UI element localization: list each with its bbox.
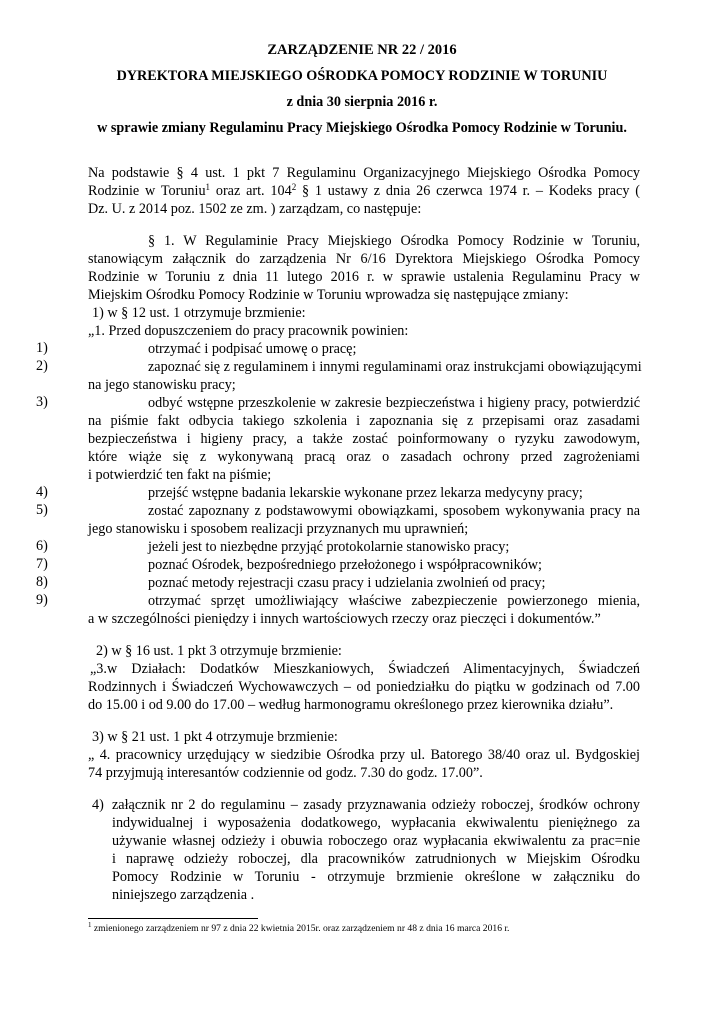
document-date: z dnia 30 sierpnia 2016 r. bbox=[286, 94, 438, 110]
change-4-line-6: niniejszego zarządzenia . bbox=[112, 887, 255, 903]
document-issuer: DYREKTORA MIEJSKIEGO OŚRODKA POMOCY RODZINIE W TORUNIU bbox=[116, 68, 608, 84]
change-3-line-2: 74 przyjmują interesantów codziennie od godz. 7.30 do godz. 17.00”. bbox=[88, 765, 483, 781]
item-number: 1) bbox=[36, 340, 48, 356]
item-number: 3) bbox=[36, 394, 48, 410]
item-5-line-1: zostać zapoznany z podstawowymi obowiązkami, sposobem wykonywania pracy na bbox=[148, 503, 640, 519]
item-2-line-2: na jego stanowisku pracy; bbox=[88, 377, 236, 393]
par1-line-3: Rodzinie w Toruniu z dnia 11 lutego 2016 r. w sprawie ustalenia Regulaminu Pracy w bbox=[88, 269, 640, 285]
footnote-marker: 1 bbox=[88, 921, 92, 929]
intro-line-3: Dz. U. z 2014 poz. 1502 ze zm. ) zarządzam, co następuje: bbox=[88, 201, 422, 217]
item-7-line-1: poznać Ośrodek, bezpośredniego przełożonego i współpracowników; bbox=[148, 557, 542, 573]
intro-text-c: § 1 ustawy z dnia 26 czerwca 1974 r. – Kodeks pracy ( bbox=[296, 183, 640, 199]
change-2-heading: 2) w § 16 ust. 1 pkt 3 otrzymuje brzmienie: bbox=[96, 643, 342, 659]
par1-line-2: stanowiącym załącznik do zarządzenia Nr 6/16 Dyrektora Miejskiego Ośrodka Pomocy bbox=[88, 251, 640, 267]
intro-line-2 bbox=[88, 182, 640, 200]
item-number: 4) bbox=[36, 484, 48, 500]
intro-text-b: oraz art. 104 bbox=[210, 183, 292, 199]
change-2-line-1: „3.w Działach: Dodatków Mieszkaniowych, Świadczeń Alimentacyjnych, Świadczeń bbox=[90, 661, 640, 677]
intro-line-1: Na podstawie § 4 ust. 1 pkt 7 Regulaminu Organizacyjnego Miejskiego Ośrodka Pomocy bbox=[88, 165, 640, 181]
footnote-separator bbox=[88, 918, 258, 919]
change-4-line-1: załącznik nr 2 do regulaminu – zasady przyznawania odzieży roboczej, środków ochrony bbox=[112, 797, 640, 813]
footnote-text: zmienionego zarządzeniem nr 97 z dnia 22 kwietnia 2015r. oraz zarządzeniem nr 48 z dnia 16 marca 2016 r. bbox=[91, 923, 510, 934]
article-superscript: 2 bbox=[291, 182, 297, 192]
document-title: ZARZĄDZENIE NR 22 / 2016 bbox=[267, 42, 457, 58]
item-3-line-4: które wiąże się z wykonywaną pracą oraz o zasadach ochrony przed zagrożeniami bbox=[88, 449, 640, 465]
change-4-line-3: używanie własnej odzieży i obuwia roboczego oraz wypłacania ekwiwalentu za prac=nie bbox=[112, 833, 640, 849]
item-8-line-1: poznać metody rejestracji czasu pracy i udzielania zwolnień od pracy; bbox=[148, 575, 546, 591]
item-number: 2) bbox=[36, 358, 48, 374]
par1-line-1: § 1. W Regulaminie Pracy Miejskiego Ośrodka Pomocy Rodzinie w Toruniu, bbox=[148, 233, 640, 249]
item-number: 9) bbox=[36, 592, 48, 608]
change-2-line-3: do 15.00 i od 9.00 do 17.00 – według harmonogramu określonego przez kierownika działu”. bbox=[88, 697, 614, 713]
par1-line-4: Miejskim Ośrodku Pomocy Rodzinie w Toruniu wprowadza się następujące zmiany: bbox=[88, 287, 569, 303]
item-3-line-3: bezpieczeństwa i higieny pracy, a także zostać poinformowany o ryzyku zawodowym, bbox=[88, 431, 640, 447]
item-number: 6) bbox=[36, 538, 48, 554]
item-number: 7) bbox=[36, 556, 48, 572]
item-3-line-5: i potwierdzić ten fakt na piśmie; bbox=[88, 467, 272, 483]
item-1-line-1: otrzymać i podpisać umowę o pracę; bbox=[148, 341, 357, 357]
intro-text-a: Rodzinie w Toruniu bbox=[88, 183, 206, 199]
item-2-line-1: zapoznać się z regulaminem i innymi regulaminami oraz instrukcjami obowiązującymi bbox=[148, 359, 642, 375]
change-4-line-4: i naprawę odzieży roboczej, dla pracowników zatrudnionych w Miejskim Ośrodku bbox=[112, 851, 640, 867]
footnote bbox=[88, 923, 509, 934]
footnote-ref: 1 bbox=[205, 182, 211, 192]
item-number: 8) bbox=[36, 574, 48, 590]
item-4-line-1: przejść wstępne badania lekarskie wykonane przez lekarza medycyny pracy; bbox=[148, 485, 583, 501]
item-9-line-2: a w szczególności pieniędzy i innych wartościowych rzeczy oraz pieczęci i dokumentów.” bbox=[88, 611, 601, 627]
change-4-number: 4) bbox=[92, 797, 104, 813]
item-5-line-2: jego stanowisku i sposobem realizacji przyznanych mu uprawnień; bbox=[88, 521, 469, 537]
change-4-line-5: Pomocy Rodzinie w Toruniu - otrzymuje brzmienie określone w załączniku do bbox=[112, 869, 640, 885]
item-3-line-1: odbyć wstępne przeszkolenie w zakresie bezpieczeństwa i higieny pracy, potwierdzić bbox=[148, 395, 640, 411]
change-1-heading: 1) w § 12 ust. 1 otrzymuje brzmienie: bbox=[92, 305, 306, 321]
change-4-line-2: indywidualnej i wyposażenia dodatkowego, wypłacania ekwiwalentu pieniężnego za bbox=[112, 815, 640, 831]
item-6-line-1: jeżeli jest to niezbędne przyjąć protokolarnie stanowisko pracy; bbox=[148, 539, 510, 555]
change-3-heading: 3) w § 21 ust. 1 pkt 4 otrzymuje brzmienie: bbox=[92, 729, 338, 745]
item-number: 5) bbox=[36, 502, 48, 518]
change-2-line-2: Rodzinnych i Świadczeń Wychowawczych – od poniedziałku do piątku w godzinach od 7.00 bbox=[88, 679, 640, 695]
item-3-line-2: na piśmie fakt odbycia takiego szkolenia i zapoznania się z przepisami oraz zasadami bbox=[88, 413, 640, 429]
document-subject: w sprawie zmiany Regulaminu Pracy Miejskiego Ośrodka Pomocy Rodzinie w Toruniu. bbox=[97, 120, 627, 136]
item-9-line-1: otrzymać sprzęt umożliwiający właściwe zabezpieczenie powierzonego mienia, bbox=[148, 593, 640, 609]
change-3-line-1: „ 4. pracownicy urzędujący w siedzibie Ośrodka przy ul. Batorego 38/40 oraz ul. Bydgoskiej bbox=[88, 747, 640, 763]
change-1-quote: „1. Przed dopuszczeniem do pracy pracownik powinien: bbox=[88, 323, 409, 339]
